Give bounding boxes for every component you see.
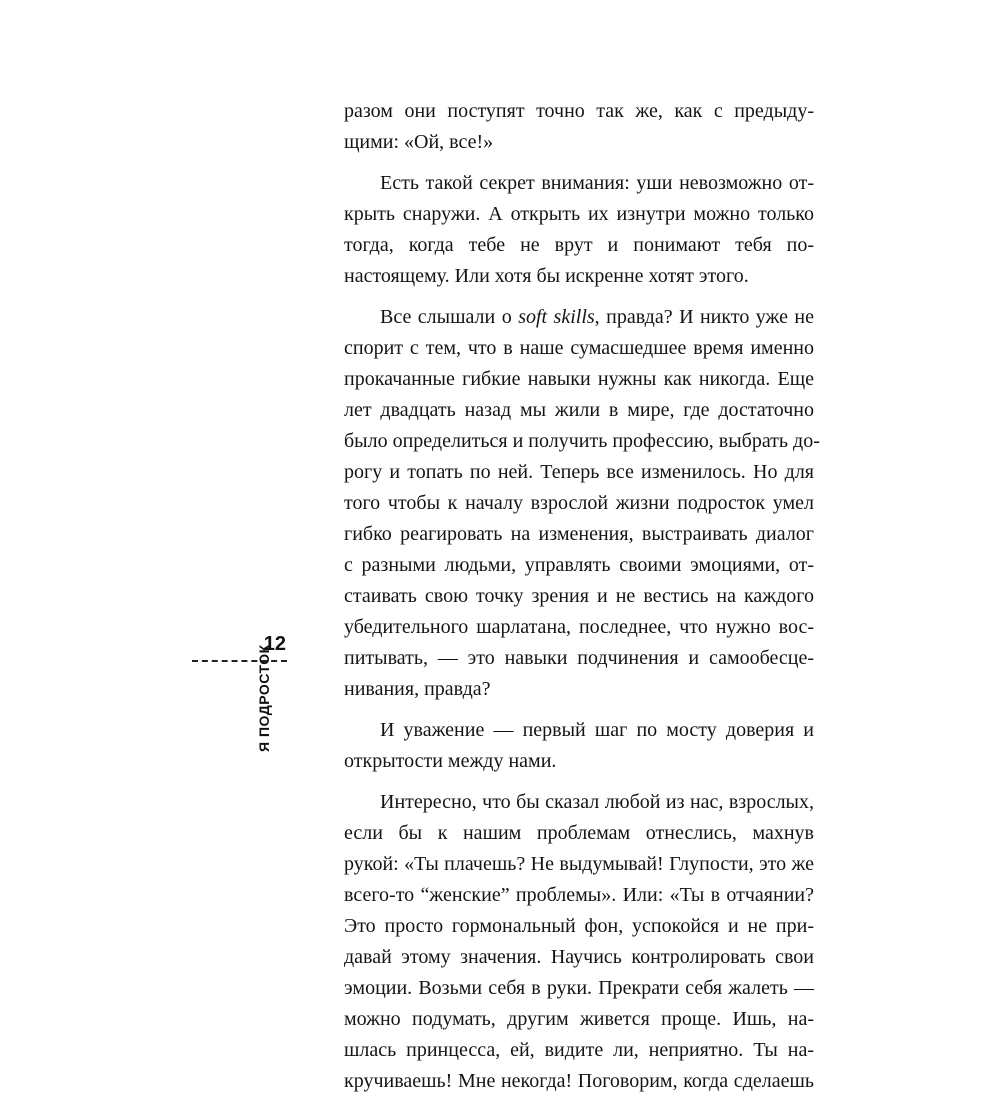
text-line: всего-то “женские” проблемы». Или: «Ты в отчаянии? xyxy=(344,884,814,906)
text-line: с разными людьми, управлять своими эмоциями, от- xyxy=(344,554,814,576)
body-text xyxy=(344,96,820,1097)
paragraph-gap xyxy=(344,705,814,715)
text-line: Есть такой секрет внимания: уши невозможно от- xyxy=(380,172,814,194)
text-line: крыть снаружи. А открыть их изнутри можно только xyxy=(344,203,814,225)
italic-term: soft skills xyxy=(518,306,595,328)
text-line: рогу и топать по ней. Теперь все изменилось. Но для xyxy=(344,461,814,483)
paragraph xyxy=(344,168,814,292)
paragraph-gap xyxy=(344,777,814,787)
text-line: того чтобы к началу взрослой жизни подросток умел xyxy=(344,492,814,514)
text-line: И уважение — первый шаг по мосту доверия и xyxy=(380,719,814,741)
text-line: лет двадцать назад мы жили в мире, где достаточно xyxy=(344,399,814,421)
text-line: тогда, когда тебе не врут и понимают тебя по- xyxy=(344,234,814,256)
paragraph-gap xyxy=(344,158,814,168)
text-line: щими: «Ой, все!» xyxy=(344,131,494,153)
text-line: рукой: «Ты плачешь? Не выдумывай! Глупости, это же xyxy=(344,853,814,875)
text-line: нивания, правда? xyxy=(344,678,491,700)
text-line: можно подумать, другим живется проще. Ишь, на- xyxy=(344,1008,814,1030)
text-line: убедительного шарлатана, последнее, что нужно вос- xyxy=(344,616,814,638)
text-line: разом они поступят точно так же, как с предыду- xyxy=(344,100,814,122)
paragraph-gap xyxy=(344,292,814,302)
paragraph xyxy=(344,96,814,158)
text-line: было определиться и получить профессию, выбрать до- xyxy=(344,430,820,452)
text-line: настоящему. Или хотя бы искренне хотят этого. xyxy=(344,265,749,287)
text-line: открытости между нами. xyxy=(344,750,557,772)
text-line: питывать, — это навыки подчинения и самообесце- xyxy=(344,647,814,669)
paragraph xyxy=(344,787,814,1097)
text-line: Интересно, что бы сказал любой из нас, взрослых, xyxy=(380,791,814,813)
text-line: Все слышали о soft skills, правда? И никто уже не xyxy=(380,306,814,328)
text-line: прокачанные гибкие навыки нужны как никогда. Еще xyxy=(344,368,814,390)
text-line: если бы к нашим проблемам отнеслись, махнув xyxy=(344,822,814,844)
text-line: давай этому значения. Научись контролировать свои xyxy=(344,946,814,968)
running-head: Я ПОДРОСТОК xyxy=(256,644,272,752)
paragraph xyxy=(344,715,814,777)
text-line: гибко реагировать на изменения, выстраивать диалог xyxy=(344,523,814,545)
text-line: Это просто гормональный фон, успокойся и не при- xyxy=(344,915,814,937)
paragraph xyxy=(344,302,820,705)
text-line: эмоции. Возьми себя в руки. Прекрати себя жалеть — xyxy=(344,977,814,999)
text-line: стаивать свою точку зрения и не вестись на каждого xyxy=(344,585,814,607)
page-number: 12 xyxy=(263,633,286,655)
text-line: спорит с тем, что в наше сумасшедшее время именно xyxy=(344,337,814,359)
text-line: шлась принцесса, ей, видите ли, неприятно. Ты на- xyxy=(344,1039,814,1061)
text-line: кручиваешь! Мне некогда! Поговорим, когда сделаешь xyxy=(344,1070,814,1092)
